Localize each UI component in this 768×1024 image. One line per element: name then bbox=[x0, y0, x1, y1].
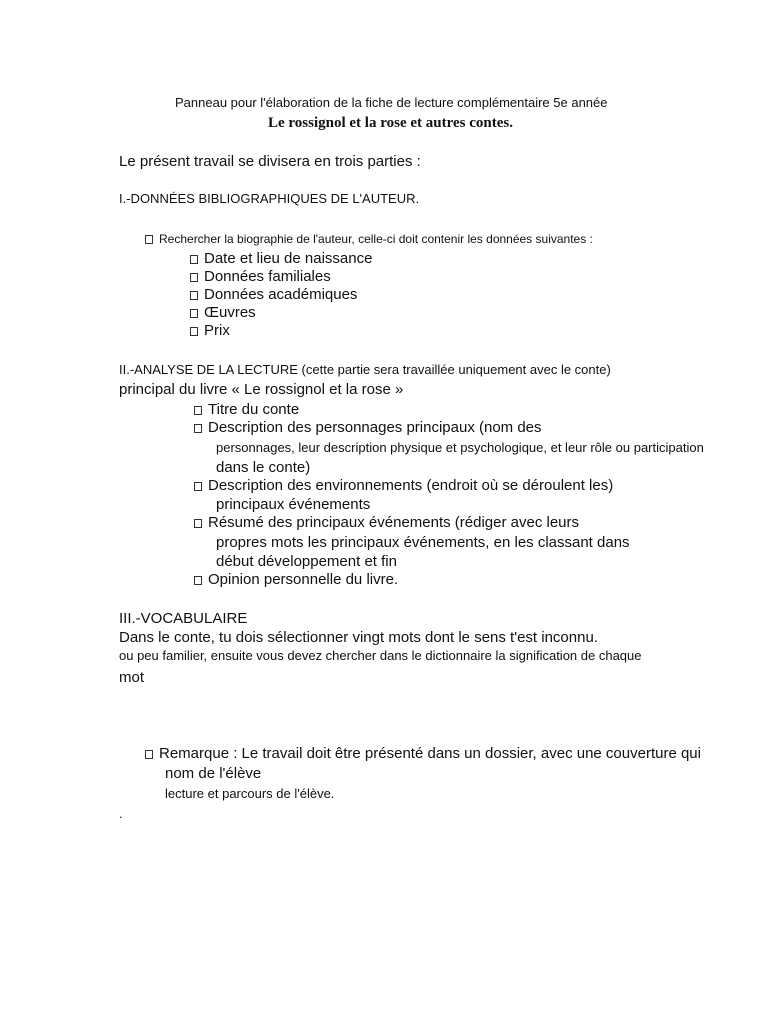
section3-text: Dans le conte, tu dois sélectionner vingt mots dont le sens t'est inconnu. bbox=[119, 629, 598, 646]
remark-cont: lecture et parcours de l'élève. bbox=[165, 786, 335, 801]
section3-text: ou peu familier, ensuite vous devez chercher dans le dictionnaire la signification de chaque bbox=[119, 648, 642, 663]
list-item-cont: personnages, leur description physique et psychologique, et leur rôle ou participation bbox=[216, 440, 704, 455]
checkbox-icon bbox=[194, 576, 202, 585]
list-item: Résumé des principaux événements (rédiger avec leurs bbox=[194, 515, 579, 530]
checkbox-icon bbox=[145, 235, 153, 244]
checkbox-icon bbox=[194, 482, 202, 491]
section3-text: mot bbox=[119, 669, 145, 686]
remark-cont: nom de l'élève bbox=[165, 765, 262, 782]
list-item: Données familiales bbox=[190, 269, 331, 284]
list-item: Description des personnages principaux (nom des bbox=[194, 420, 542, 435]
end-mark: . bbox=[119, 806, 123, 821]
list-item-cont: principaux événements bbox=[216, 496, 371, 513]
list-item: Description des environnements (endroit où se déroulent les) bbox=[194, 478, 613, 493]
section1-instruction: Rechercher la biographie de l'auteur, celle-ci doit contenir les données suivantes : bbox=[145, 233, 593, 245]
list-item: Titre du conte bbox=[194, 402, 299, 417]
section1-heading: I.-DONNÉES BIBLIOGRAPHIQUES DE L'AUTEUR. bbox=[119, 191, 420, 206]
list-item: Œuvres bbox=[190, 305, 256, 320]
list-item: Prix bbox=[190, 323, 230, 338]
list-item: Date et lieu de naissance bbox=[190, 251, 372, 266]
checkbox-icon bbox=[194, 519, 202, 528]
checkbox-icon bbox=[190, 255, 198, 264]
checkbox-icon bbox=[145, 750, 153, 759]
section2-heading-cont: principal du livre « Le rossignol et la rose » bbox=[119, 381, 404, 398]
checkbox-icon bbox=[190, 273, 198, 282]
document-title: Panneau pour l'élaboration de la fiche de lecture complémentaire 5e année bbox=[175, 95, 608, 110]
list-item: Opinion personnelle du livre. bbox=[194, 572, 398, 587]
book-title: Le rossignol et la rose et autres contes. bbox=[268, 115, 513, 131]
checkbox-icon bbox=[190, 327, 198, 336]
remark: Remarque : Le travail doit être présenté dans un dossier, avec une couverture qui bbox=[145, 746, 701, 761]
list-item: Données académiques bbox=[190, 287, 357, 302]
intro-text: Le présent travail se divisera en trois parties : bbox=[119, 153, 421, 170]
checkbox-icon bbox=[190, 309, 198, 318]
checkbox-icon bbox=[194, 424, 202, 433]
section2-heading: II.-ANALYSE DE LA LECTURE (cette partie sera travaillée uniquement avec le conte) bbox=[119, 362, 611, 377]
checkbox-icon bbox=[194, 406, 202, 415]
section3-heading: III.-VOCABULAIRE bbox=[119, 610, 248, 627]
list-item-cont: dans le conte) bbox=[216, 459, 311, 476]
list-item-cont: propres mots les principaux événements, en les classant dans bbox=[216, 534, 630, 551]
list-item-cont: début développement et fin bbox=[216, 553, 397, 570]
checkbox-icon bbox=[190, 291, 198, 300]
